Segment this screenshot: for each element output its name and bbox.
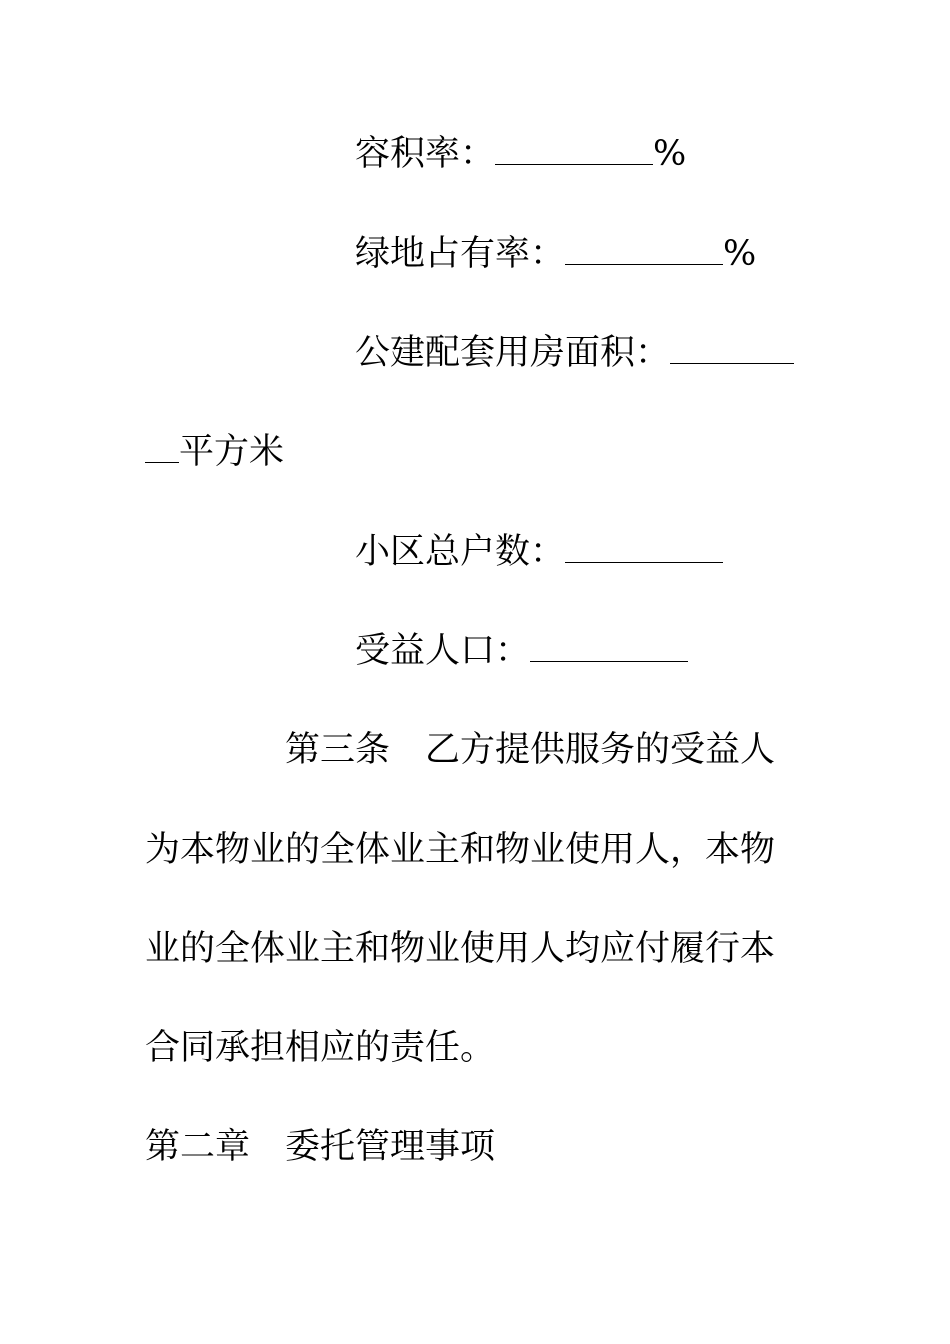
- public-facility-area-continuation: [145, 430, 284, 474]
- public-facility-area-line: [355, 331, 794, 375]
- green-ratio-unit: %: [723, 234, 757, 274]
- beneficiary-population-label: 受益人口：: [355, 631, 531, 671]
- plot-ratio-unit: %: [653, 134, 687, 174]
- article-3-line-2: 为本物业的全体业主和物业使用人，本物: [145, 830, 776, 870]
- total-households-blank[interactable]: [565, 532, 723, 563]
- plot-ratio-label: 容积率：: [355, 134, 496, 174]
- beneficiary-population-blank[interactable]: [530, 631, 688, 662]
- article-3-line-3: 业的全体业主和物业使用人均应付履行本: [145, 929, 776, 969]
- green-ratio-label: 绿地占有率：: [355, 234, 566, 274]
- chapter-2-heading: 第二章 委托管理事项: [145, 1127, 496, 1167]
- total-households-label: 小区总户数：: [355, 532, 566, 572]
- article-3-line-1: 第三条 乙方提供服务的受益人: [285, 730, 776, 770]
- public-facility-area-label: 公建配套用房面积：: [355, 333, 671, 373]
- public-facility-area-blank-continued[interactable]: [145, 432, 179, 463]
- plot-ratio-blank[interactable]: [495, 134, 653, 165]
- beneficiary-population-line: [355, 629, 688, 673]
- total-households-line: [355, 530, 723, 574]
- green-ratio-blank[interactable]: [565, 234, 723, 265]
- public-facility-area-blank[interactable]: [670, 333, 794, 364]
- plot-ratio-line: [355, 132, 686, 176]
- public-facility-area-unit: 平方米: [179, 432, 285, 472]
- article-3-line-4: 合同承担相应的责任。: [145, 1028, 496, 1068]
- green-ratio-line: [355, 232, 756, 276]
